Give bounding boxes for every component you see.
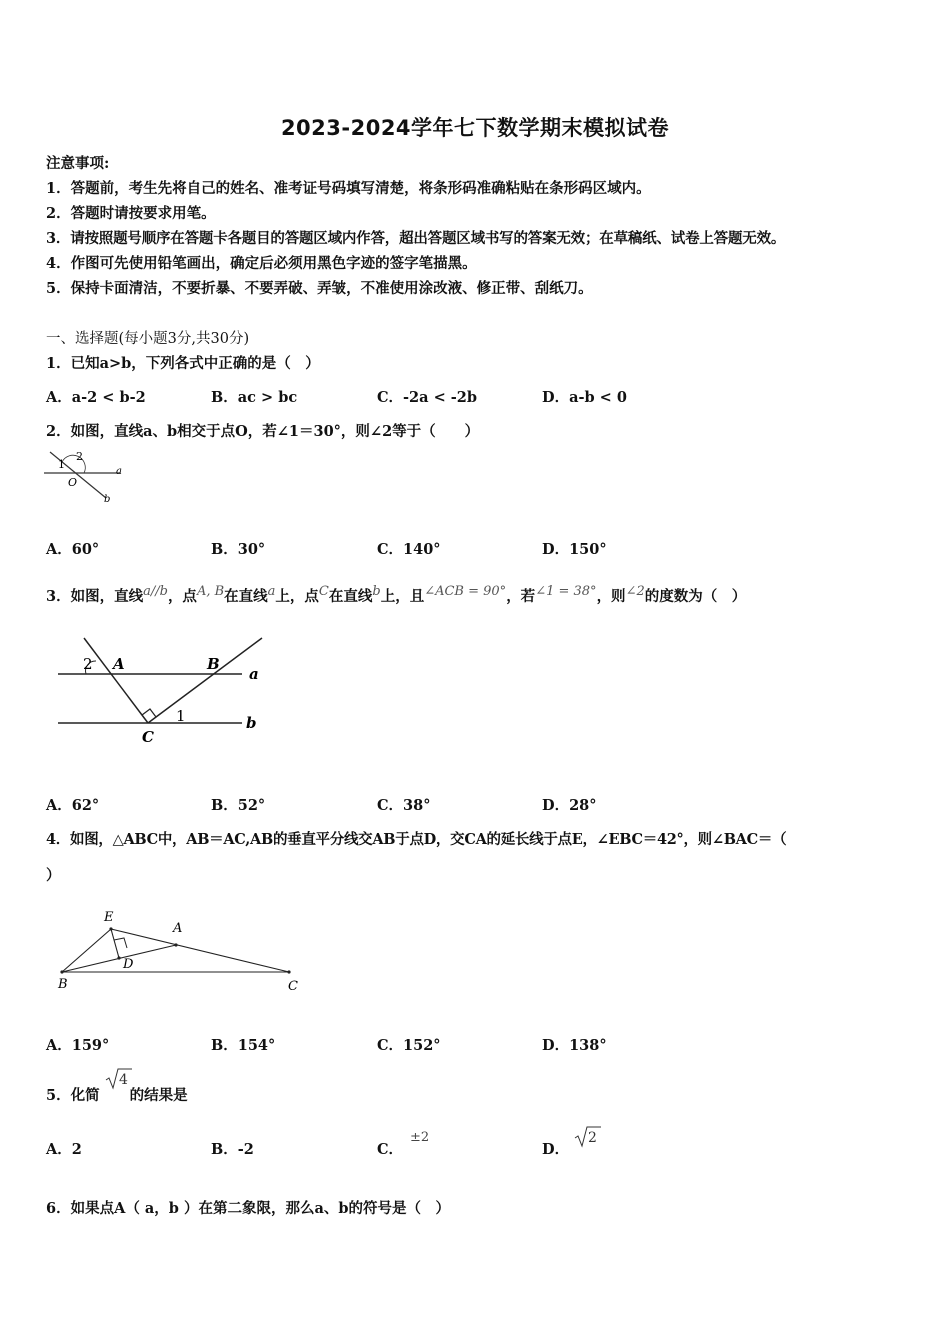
question-1-stem: 1．已知a>b，下列各式中正确的是（ ） [46, 355, 320, 372]
q3-option-d: D．28° [542, 797, 597, 814]
q3-math: ∠ACB = 90° [424, 584, 507, 599]
notice-item: 1．答题前，考生先将自己的姓名、准考证号码填写清楚，将条形码准确粘贴在条形码区域内。 [46, 180, 651, 197]
svg-text:4: 4 [119, 1072, 128, 1088]
notice-item: 3．请按照题号顺序在答题卡各题目的答题区域内作答，超出答题区域书写的答案无效；在草稿纸、试卷上答题无效。 [46, 230, 786, 247]
q5-option-d: D． [542, 1141, 570, 1158]
q5-option-c-value: ±2 [410, 1130, 430, 1145]
question-6-stem: 6．如果点A（ a，b ）在第二象限，那么a、b的符号是（ ） [46, 1200, 451, 1217]
q2-option-a: A．60° [46, 541, 100, 558]
question-3-stem: 3．如图，直线a//b，点A, B在直线a上，点C在直线b上，且∠ACB = 90°，若∠1 = 38°，则∠2的度数为（ ） [46, 584, 747, 605]
q3-math: A, B [196, 584, 225, 599]
q3-label-line-a: a [249, 665, 259, 683]
q3-segment-cb [148, 638, 262, 723]
q4-label-A: A [173, 921, 183, 936]
notice-item: 5．保持卡面清洁，不要折暴、不要弄破、弄皱，不准使用涂改液、修正带、刮纸刀。 [46, 280, 593, 297]
q4-option-c: C．152° [377, 1037, 441, 1054]
q5-option-c: C． [377, 1141, 404, 1158]
q4-option-b: B．154° [211, 1037, 276, 1054]
q2-label-a: a [116, 466, 122, 477]
question-4-stem-cont: ） [46, 867, 61, 884]
q1-option-a: A．a-2 < b-2 [46, 389, 146, 406]
q3-math: b [372, 584, 381, 599]
q5-option-b: B．-2 [211, 1141, 254, 1158]
q3-option-a: A．62° [46, 797, 100, 814]
notice-item: 2．答题时请按要求用笔。 [46, 205, 216, 222]
q4-segment-ed [111, 929, 119, 958]
q3-segment-ac [84, 638, 148, 723]
notice-heading: 注意事项: [46, 155, 110, 172]
question-2-stem: 2．如图，直线a、b相交于点O，若∠1＝30°，则∠2等于（ ） [46, 423, 480, 440]
q3-label-1: 1 [176, 707, 186, 725]
q4-segment-be [62, 929, 111, 972]
q2-option-d: D．150° [542, 541, 607, 558]
q3-label-B: B [207, 655, 220, 673]
q2-label-b: b [104, 494, 111, 505]
question-5-stem: 5．化简 的结果是 [46, 1087, 188, 1104]
q4-label-B: B [58, 977, 68, 992]
q3-label-line-b: b [246, 714, 257, 732]
q5-radical-2 [573, 1124, 603, 1150]
q3-figure [50, 628, 275, 756]
q2-label-2: 2 [76, 450, 83, 463]
q1-option-d: D．a-b < 0 [542, 389, 627, 406]
question-4-stem: 4．如图，△ABC中，AB＝AC,AB的垂直平分线交AB于点D，交CA的延长线于点E，∠EBC＝42°，则∠BAC＝（ [46, 831, 787, 848]
q4-label-C: C [288, 979, 298, 994]
q2-figure [44, 448, 128, 506]
q3-option-c: C．38° [377, 797, 431, 814]
q3-math: C [318, 584, 329, 599]
notice-item: 4．作图可先使用铅笔画出，确定后必须用黑色字迹的签字笔描黑。 [46, 255, 477, 272]
q3-label-A: A [113, 655, 125, 673]
q4-option-a: A．159° [46, 1037, 110, 1054]
q2-option-c: C．140° [377, 541, 441, 558]
section-heading: 一、选择题(每小题3分,共30分) [46, 331, 250, 347]
q4-figure [50, 905, 310, 995]
svg-text:2: 2 [588, 1130, 597, 1146]
q4-label-D: D [123, 957, 134, 972]
q3-math: a [267, 584, 276, 599]
q3-label-2: 2 [83, 655, 93, 673]
q4-option-d: D．138° [542, 1037, 607, 1054]
q5-option-a: A．2 [46, 1141, 82, 1158]
q4-label-E: E [104, 910, 114, 925]
q1-option-b: B．ac > bc [211, 389, 298, 406]
q3-right-angle-mark [142, 709, 156, 717]
q3-math: ∠1 = 38° [535, 584, 597, 599]
q3-math: ∠2 [625, 584, 645, 599]
q1-option-c: C．-2a < -2b [377, 389, 478, 406]
page-title: 2023-2024学年七下数学期末模拟试卷 [280, 116, 670, 140]
q3-option-b: B．52° [211, 797, 266, 814]
q3-math: a//b [143, 584, 168, 599]
q2-label-o: O [68, 476, 78, 489]
q2-option-b: B．30° [211, 541, 266, 558]
q5-radical-4 [104, 1066, 134, 1092]
q4-segment-ec [111, 929, 289, 972]
q3-label-C: C [142, 728, 154, 746]
q2-label-1: 1 [58, 458, 65, 471]
